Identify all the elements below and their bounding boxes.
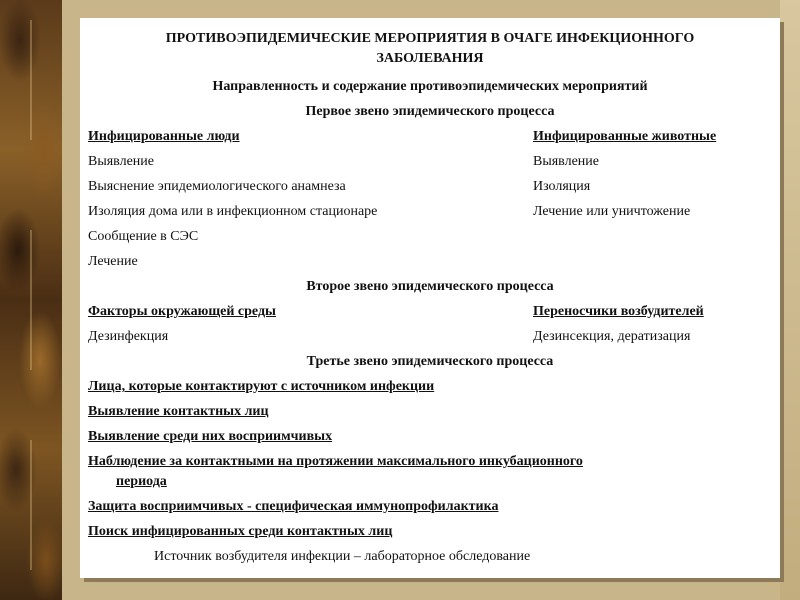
right-background-band	[780, 0, 800, 600]
section3-item: Защита восприимчивых - специфическая иммунопрофилактика	[88, 499, 499, 514]
vectors-header: Переносчики возбудителей	[533, 304, 704, 319]
section1-row	[88, 225, 778, 249]
section2-heading: Второе звено эпидемического процесса	[306, 279, 554, 294]
section3-item: Поиск инфицированных среди контактных лиц	[88, 524, 393, 539]
infected-animals-header: Инфицированные животные	[533, 129, 717, 144]
section2-header-row	[88, 300, 778, 324]
right-item: Изоляция	[533, 179, 591, 194]
leaf-vein	[30, 20, 32, 140]
left-item: Выяснение эпидемиологического анамнеза	[88, 179, 346, 194]
section1-row	[88, 250, 778, 274]
environment-factors-header: Факторы окружающей среды	[88, 304, 276, 319]
section1-row	[88, 200, 778, 224]
left-item: Изоляция дома или в инфекционном стационаре	[88, 204, 378, 219]
left-item: Лечение	[88, 254, 138, 269]
section3-item: Лица, которые контактируют с источником инфекции	[88, 379, 435, 394]
section2-row	[88, 325, 778, 349]
section3-item: Выявление контактных лиц	[88, 404, 269, 419]
left-item: Сообщение в СЭС	[88, 229, 199, 244]
left-item: Дезинфекция	[88, 329, 169, 344]
section3-footer: Источник возбудителя инфекции – лабораторное обследование	[154, 549, 531, 564]
right-item: Лечение или уничтожение	[533, 204, 691, 219]
right-item: Дезинсекция, дератизация	[533, 329, 691, 344]
section3-item: Выявление среди них восприимчивых	[88, 429, 333, 444]
section3-item: Наблюдение за контактными на протяжении максимального инкубационного	[88, 454, 583, 469]
slide-title-line2: ЗАБОЛЕВАНИЯ	[376, 51, 484, 66]
slide-subtitle: Направленность и содержание противоэпидемических мероприятий	[212, 79, 648, 94]
section1-header-row	[88, 125, 778, 149]
section1-row	[88, 175, 778, 199]
infected-people-header: Инфицированные люди	[88, 129, 240, 144]
right-item: Выявление	[533, 154, 600, 169]
left-item: Выявление	[88, 154, 155, 169]
section1-row	[88, 150, 778, 174]
leaf-vein	[30, 230, 32, 370]
section3-item-continuation: периода	[116, 474, 167, 489]
slide-title-line1: ПРОТИВОЭПИДЕМИЧЕСКИЕ МЕРОПРИЯТИЯ В ОЧАГЕ ИНФЕКЦИОННОГО	[165, 31, 695, 46]
section3-heading: Третье звено эпидемического процесса	[306, 354, 554, 369]
leaf-vein	[30, 440, 32, 570]
section1-heading: Первое звено эпидемического процесса	[305, 104, 555, 119]
decorative-leaf-border	[0, 0, 62, 600]
